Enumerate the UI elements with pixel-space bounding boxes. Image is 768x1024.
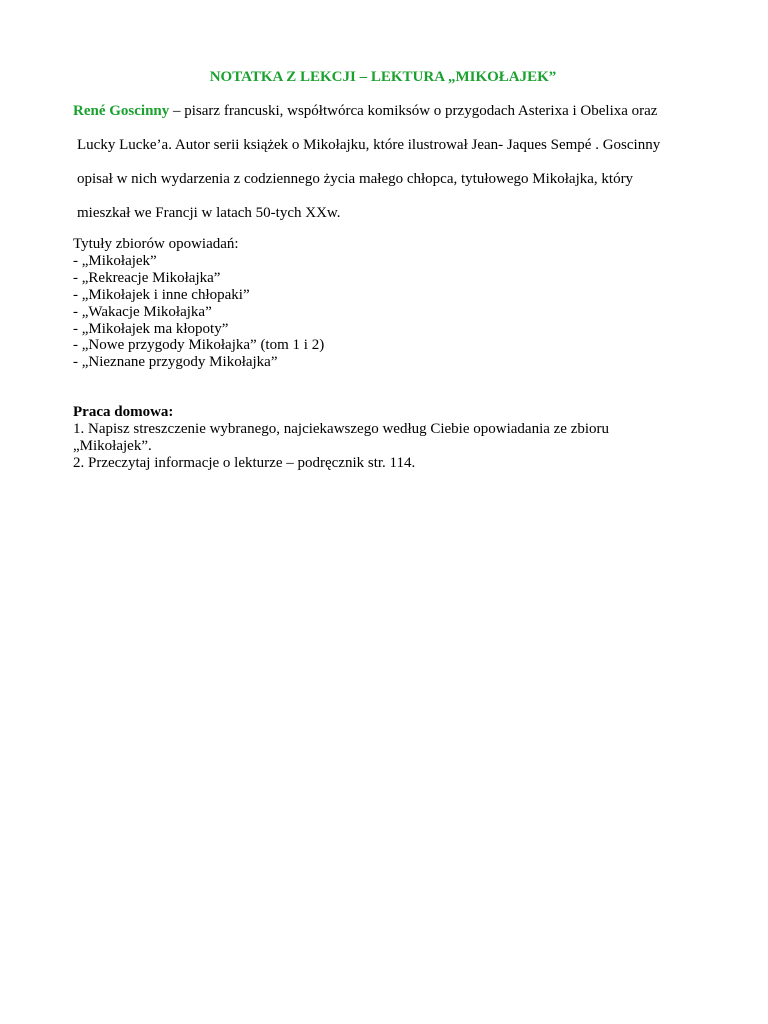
list-item: - „Mikołajek i inne chłopaki”: [73, 286, 250, 303]
list-item: - „Mikołajek”: [73, 252, 157, 269]
list-item: - „Wakacje Mikołajka”: [73, 303, 212, 320]
author-bio: [73, 102, 703, 238]
homework-section: [73, 404, 703, 472]
homework-task-1-line-1: 1. Napisz streszczenie wybranego, najciekawszego według Ciebie opowiadania ze zbioru: [73, 420, 610, 437]
bio-line-2: Lucky Lucke’a. Autor serii książek o Mikołajku, które ilustrował Jean- Jaques Sempé . Goscinny: [77, 137, 661, 153]
collection-titles: [73, 236, 703, 371]
author-name: René Goscinny: [73, 103, 170, 119]
bio-line-1-text: – pisarz francuski, współtwórca komiksów o przygodach Asterixa i Obelixa oraz: [169, 103, 658, 119]
list-item: - „Rekreacje Mikołajka”: [73, 269, 221, 286]
homework-task-1-line-2: „Mikołajek”.: [73, 437, 152, 454]
list-item: - „Nieznane przygody Mikołajka”: [73, 354, 278, 371]
list-item: - „Mikołajek ma kłopoty”: [73, 320, 229, 337]
list-item: - „Nowe przygody Mikołajka” (tom 1 i 2): [73, 337, 325, 354]
bio-line-3: opisał w nich wydarzenia z codziennego życia małego chłopca, tytułowego Mikołajka, który: [77, 171, 634, 187]
titles-heading: Tytuły zbiorów opowiadań:: [73, 236, 239, 252]
homework-heading: Praca domowa:: [73, 404, 174, 420]
homework-task-2: 2. Przeczytaj informacje o lekturze – podręcznik str. 114.: [73, 454, 416, 471]
bio-line-4: mieszkał we Francji w latach 50-tych XXw.: [77, 205, 341, 221]
bio-line-1: [73, 102, 703, 136]
page-title: NOTATKA Z LEKCJI – LEKTURA „MIKOŁAJEK”: [209, 69, 557, 85]
